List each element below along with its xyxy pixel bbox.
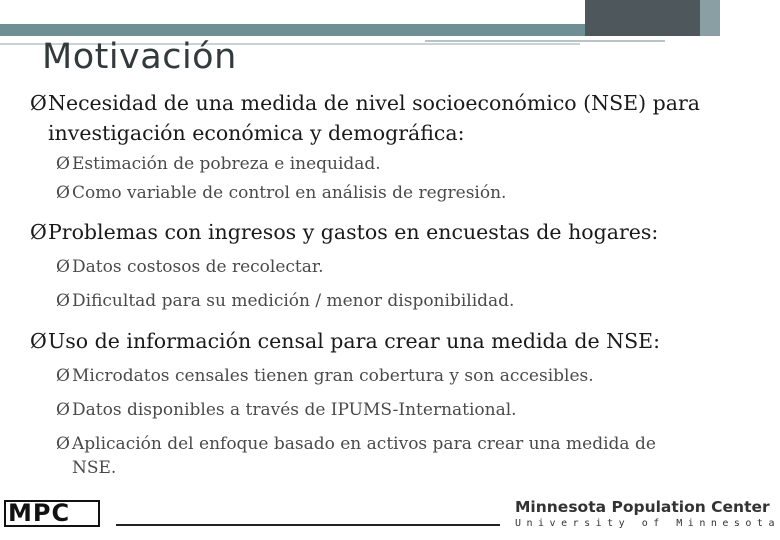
bullet-text: Necesidad de una medida de nivel socioeconómico (NSE) para investigación económica y demográfica: [48, 91, 700, 145]
sub-bullet [30, 364, 700, 388]
bullet-1 [30, 88, 700, 148]
bullet-3 [30, 326, 700, 356]
arrow-bullet-icon: Ø [56, 366, 70, 386]
arrow-bullet-icon: Ø [56, 434, 70, 454]
arrow-bullet-icon: Ø [30, 220, 47, 244]
sub-bullet-text: Datos disponibles a través de IPUMS-International. [72, 400, 517, 420]
top-decorative-band [0, 0, 720, 40]
sub-bullet-text: Como variable de control en análisis de regresión. [72, 183, 507, 203]
bullet-list [30, 88, 700, 480]
band-light-block [700, 0, 720, 36]
decorative-line [425, 40, 665, 42]
sub-bullet [30, 432, 700, 480]
org-name: Minnesota Population Center [515, 498, 770, 516]
arrow-bullet-icon: Ø [56, 291, 70, 311]
arrow-bullet-icon: Ø [56, 183, 70, 203]
org-subtitle: University of Minnesota [515, 518, 780, 529]
arrow-bullet-icon: Ø [30, 91, 47, 115]
sub-bullet-text: Datos costosos de recolectar. [72, 257, 324, 277]
sub-bullet-text: Estimación de pobreza e inequidad. [72, 154, 381, 174]
sub-bullet [30, 181, 700, 205]
slide-title: Motivación [42, 37, 237, 77]
band-dark-block [585, 0, 700, 36]
bullet-text: Uso de información censal para crear una medida de NSE: [48, 329, 661, 353]
footer-divider [116, 524, 500, 526]
sub-bullet-text: Microdatos censales tienen gran cobertura y son accesibles. [72, 366, 594, 386]
sub-bullet [30, 255, 700, 279]
mpc-logo: MPC [4, 500, 100, 527]
sub-bullet [30, 398, 700, 422]
bullet-text: Problemas con ingresos y gastos en encuestas de hogares: [48, 220, 659, 244]
arrow-bullet-icon: Ø [56, 257, 70, 277]
sub-bullet-text: Aplicación del enfoque basado en activos para crear una medida de NSE. [72, 434, 656, 478]
arrow-bullet-icon: Ø [56, 154, 70, 174]
sub-bullet [30, 152, 700, 176]
bullet-2 [30, 217, 700, 247]
sub-bullet [30, 289, 700, 313]
arrow-bullet-icon: Ø [30, 329, 47, 353]
arrow-bullet-icon: Ø [56, 400, 70, 420]
sub-bullet-text: Dificultad para su medición / menor disponibilidad. [72, 291, 515, 311]
